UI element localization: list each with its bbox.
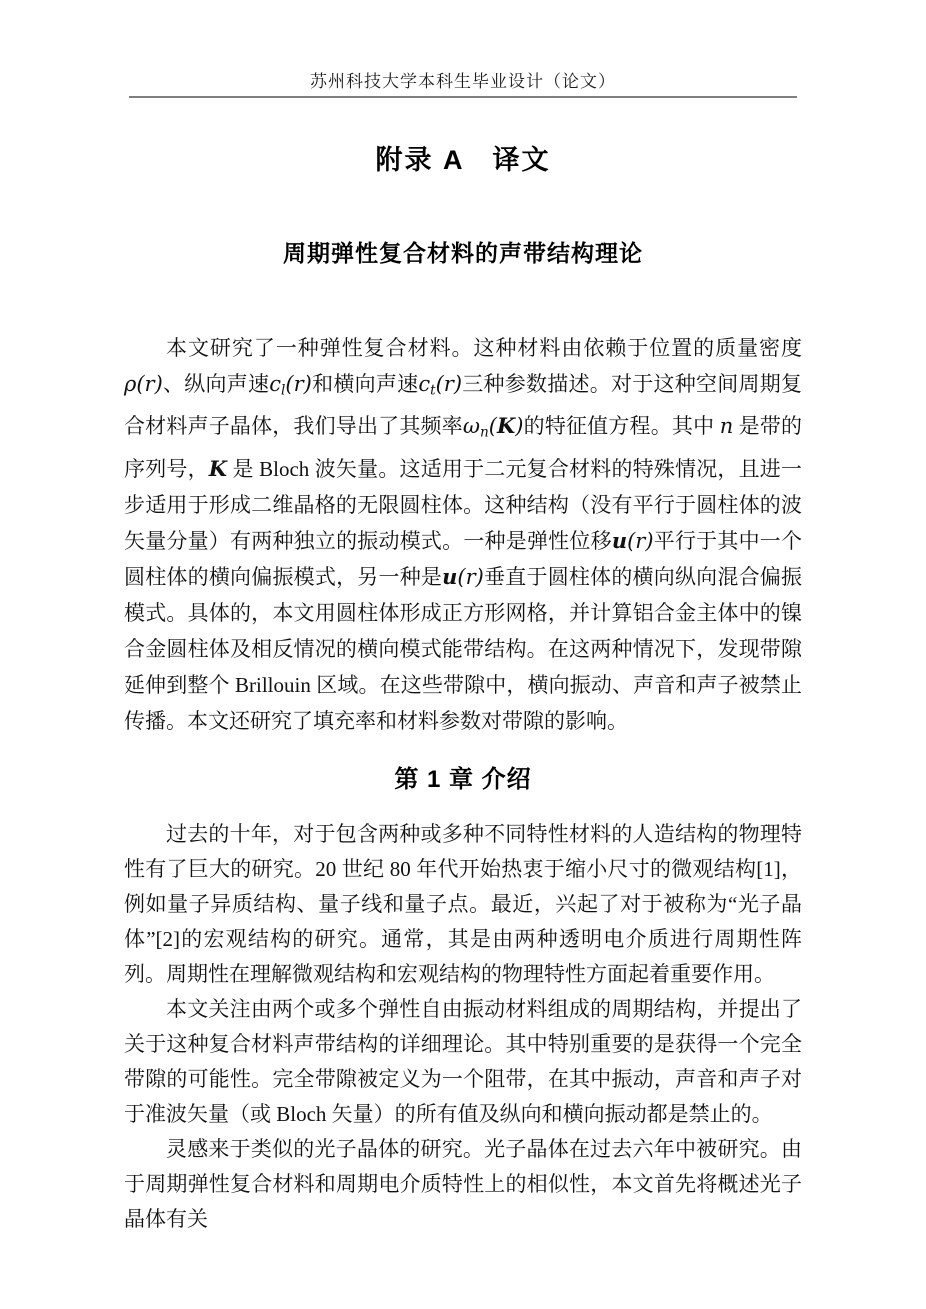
math-run: c xyxy=(418,372,431,396)
article-title: 周期弹性复合材料的声带结构理论 xyxy=(283,240,643,266)
text-run: 是带的序列号， xyxy=(124,414,803,481)
math-run: (r) xyxy=(285,372,312,396)
math-run: ) xyxy=(515,414,524,439)
math-run: (r) xyxy=(457,564,484,589)
intro-paragraph-2 xyxy=(124,992,802,1132)
intro-paragraph-1 xyxy=(124,817,802,992)
math-run: l xyxy=(281,382,286,399)
text-run: 本文研究了一种弹性复合材料。这种材料由依赖于位置的质量密度 xyxy=(166,336,802,360)
math-run: ( xyxy=(488,414,497,439)
math-run: K xyxy=(497,413,516,439)
text-run: 的特征值方程。其中 xyxy=(523,414,720,439)
math-run: K xyxy=(208,455,228,481)
text-run: 本文关注由两个或多个弹性自由振动材料组成的周期结构，并提出了关于这种复合材料声带结构的详细理论。其中特别重要的是获得一个完全带隙的可能性。完全带隙被定义为一个阻带，在其中振动，声音和声子对于准波矢量（或 Bloch 矢量）的所有值及纵向和横向振动都是禁止的。 xyxy=(124,996,802,1126)
text-run: 三种参数描述。对于这种空间周期复合材料声子晶体，我们导出了其频率 xyxy=(124,372,803,439)
chapter-heading: 第 1 章 介绍 xyxy=(394,765,532,793)
text-run: 是 Bloch 波矢量。这适用于二元复合材料的特殊情况，且进一步适用于形成二维晶格的无限圆柱体。这种结构（没有平行于圆柱体的波矢量分量）有两种独立的振动模式。一种是弹性位移 xyxy=(124,456,802,553)
math-run: (r) xyxy=(435,372,463,396)
math-run: n xyxy=(719,414,734,439)
intro-paragraph-3 xyxy=(124,1132,802,1237)
abstract-paragraph xyxy=(124,330,802,739)
document-body xyxy=(124,330,802,1237)
math-run: n xyxy=(480,424,489,441)
page-header xyxy=(0,0,926,98)
header-divider xyxy=(129,96,797,98)
math-run: u xyxy=(442,563,458,589)
header-title: 苏州科技大学本科生毕业设计（论文） xyxy=(310,72,616,91)
math-run: ρ(r) xyxy=(124,372,163,396)
appendix-title: 附录 A 译文 xyxy=(375,145,551,175)
math-run: ω xyxy=(462,414,480,439)
math-run: u xyxy=(611,527,628,553)
math-run: t xyxy=(430,382,436,399)
text-run: 垂直于圆柱体的横向纵向混合偏振模式。具体的，本文用圆柱体形成正方形网格，并计算铝合金主体中的镍合金圆柱体及相反情况的横向模式能带结构。在这两种情况下，发现带隙延伸到整个 Brillouin 区域。在这些带隙中，横向振动、声音和声子被禁止传播。本文还研究了填充率和材料参数对带隙的影响。 xyxy=(124,564,802,733)
text-run: 平行于其中一个圆柱体的横向偏振模式，另一种是 xyxy=(124,528,803,589)
math-run: c xyxy=(269,372,282,396)
text-run: 灵感来于类似的光子晶体的研究。光子晶体在过去六年中被研究。由于周期弹性复合材料和周期电介质特性上的相似性，本文首先将概述光子晶体有关 xyxy=(124,1136,802,1231)
math-run: (r) xyxy=(627,528,654,553)
text-run: 过去的十年，对于包含两种或多种不同特性材料的人造结构的物理特性有了巨大的研究。20 世纪 80 年代开始热衷于缩小尺寸的微观结构[1]，例如量子异质结构、量子线和量子点。最近，兴起了对于被称为“光子晶体”[2]的宏观结构的研究。通常，其是由两种透明电介质进行周期性阵列。周期性在理解微观结构和宏观结构的物理特性方面起着重要作用。 xyxy=(124,821,802,986)
text-run: 、纵向声速 xyxy=(162,372,270,396)
text-run: 和横向声速 xyxy=(311,372,419,396)
